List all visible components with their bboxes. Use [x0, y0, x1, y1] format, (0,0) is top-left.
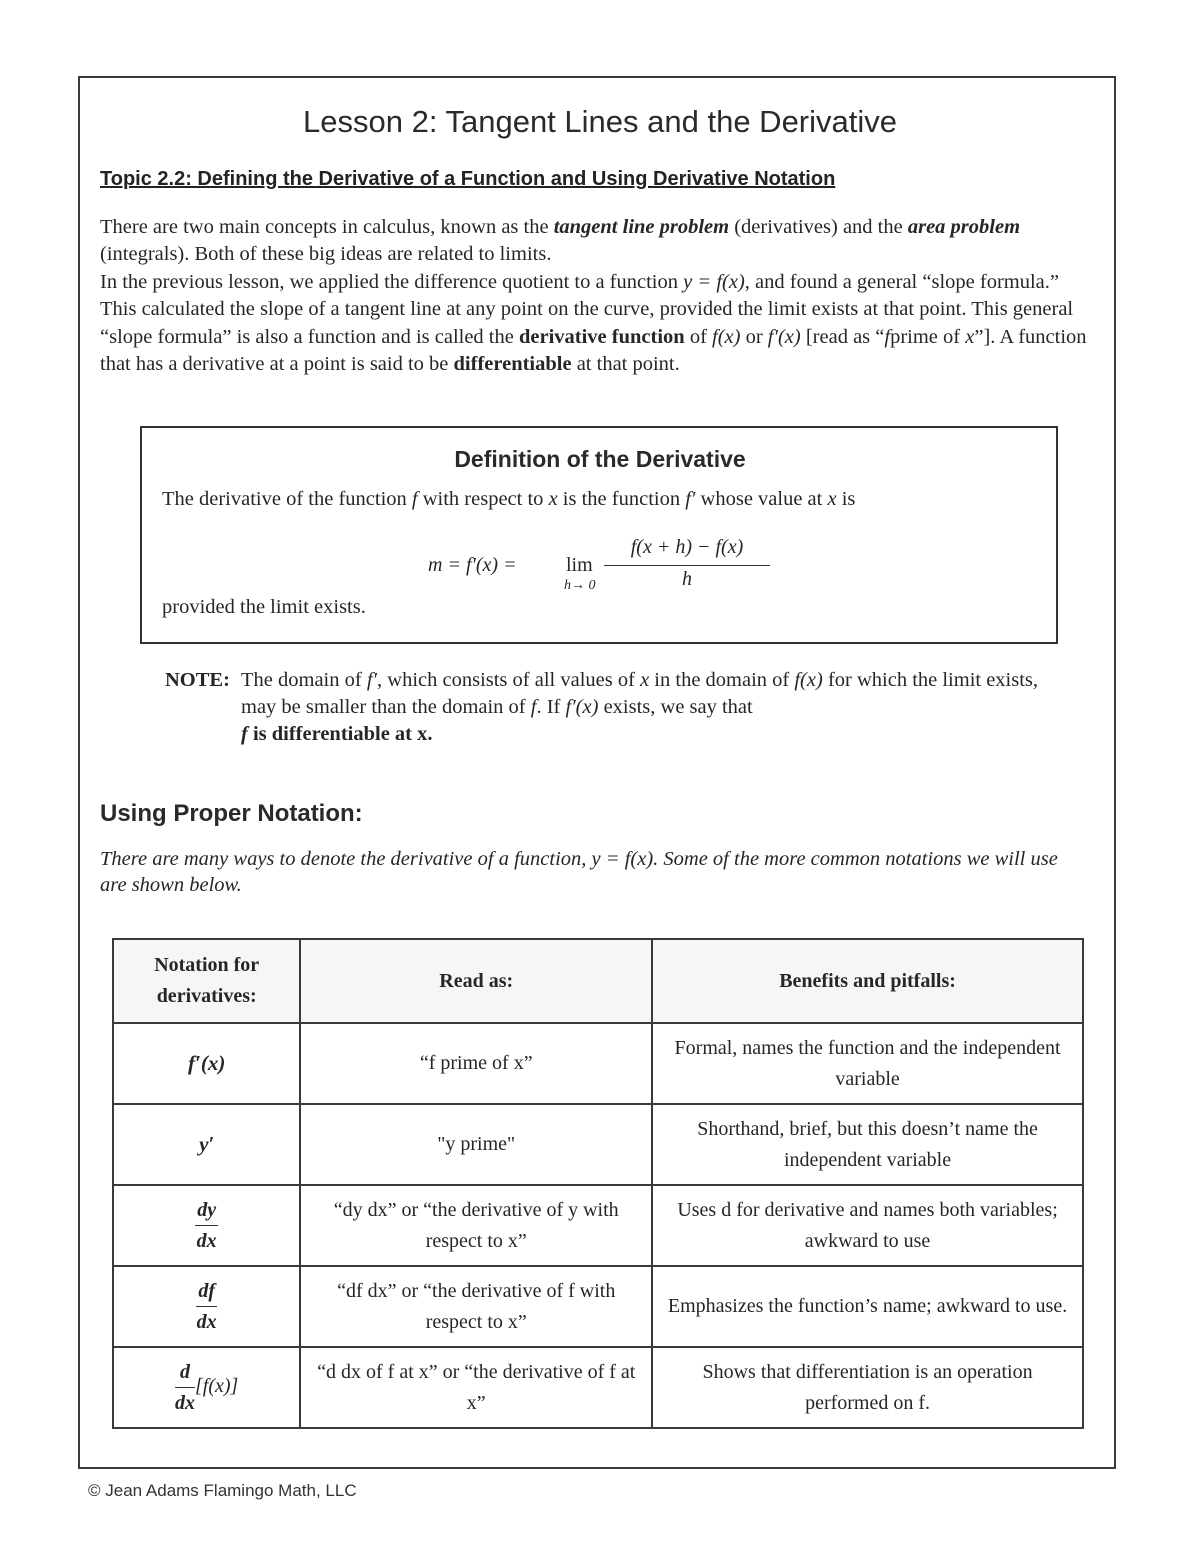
notation-cell: f′(x)	[187, 1050, 226, 1075]
benefit-cell: Shorthand, brief, but this doesn’t name the independent variable	[652, 1104, 1083, 1185]
benefit-cell: Uses d for derivative and names both variables; awkward to use	[652, 1185, 1083, 1266]
notation-fraction: $\frac{df}{dx}$	[196, 1277, 217, 1336]
notation-section-heading: Using Proper Notation:	[100, 800, 363, 827]
notation-fraction: $\frac{dy}{dx}$	[195, 1196, 218, 1255]
notation-fraction: $\frac{d}{dx}$	[175, 1358, 195, 1417]
topic-heading: Topic 2.2: Defining the Derivative of a Function and Using Derivative Notation	[100, 168, 836, 190]
notation-table	[112, 938, 1084, 1429]
intro-paragraph	[100, 214, 1095, 378]
lesson-title: Lesson 2: Tangent Lines and the Derivative	[303, 104, 897, 139]
definition-statement: The derivative of the function f with respect to x is the function f′ whose value at x is	[162, 488, 856, 510]
benefit-cell: Formal, names the function and the independent variable	[652, 1023, 1083, 1104]
table-row	[113, 1185, 1083, 1266]
note-text: The domain of f′, which consists of all values of x in the domain of f(x) for which the limit exists, may be smaller than the domain of f. If f′(x) exists, we say that f is differentiable at x.	[241, 669, 1039, 745]
formula-limit: lim	[566, 554, 593, 576]
formula-fraction-bar	[604, 565, 770, 566]
intro-line-2: In the previous lesson, we applied the difference quotient to a function y = f(x), and found a general “slope formula.” This calculated the slope of a tangent line at any point on the curve, provided the limit exists at that point. This general “slope formula” is also a function and is called the derivative function of f(x) or f′(x) [read as “fprime of x”]. A function that has a derivative at a point is said to be differentiable at that point.	[100, 270, 1087, 376]
table-header: Benefits and pitfalls:	[652, 939, 1083, 1023]
table-row	[113, 1266, 1083, 1347]
area-problem-term: area problem	[907, 216, 1021, 238]
tangent-line-problem-term: tangent line problem	[553, 216, 730, 238]
read-as-cell: “df dx” or “the derivative of f with respect to x”	[300, 1266, 652, 1347]
benefit-cell: Shows that differentiation is an operation performed on f.	[652, 1347, 1083, 1428]
read-as-cell: "y prime"	[300, 1104, 652, 1185]
table-row	[113, 1104, 1083, 1185]
table-row	[113, 1023, 1083, 1104]
table-header: Notation for derivatives:	[113, 939, 300, 1023]
table-header: Read as:	[300, 939, 652, 1023]
formula-lhs: m = f′(x) =	[428, 554, 517, 576]
notation-suffix: [f(x)]	[195, 1375, 239, 1398]
read-as-cell: “dy dx” or “the derivative of y with respect to x”	[300, 1185, 652, 1266]
derivative-function-term: derivative function	[518, 325, 685, 348]
formula-limit-subscript: h→ 0	[564, 578, 596, 593]
formula-denominator: h	[682, 568, 692, 590]
differentiable-term: differentiable	[453, 353, 572, 376]
table-header-row	[113, 939, 1083, 1023]
definition-title: Definition of the Derivative	[454, 446, 746, 472]
formula-numerator: f(x + h) − f(x)	[630, 536, 744, 558]
intro-line-1: There are two main concepts in calculus, known as the tangent line problem (derivatives) and the area problem (integrals). Both of these big ideas are related to limits.	[100, 216, 1021, 266]
benefit-cell: Emphasizes the function’s name; awkward to use.	[652, 1266, 1083, 1347]
copyright-footer: © Jean Adams Flamingo Math, LLC	[88, 1481, 357, 1500]
read-as-cell: “f prime of x”	[300, 1023, 652, 1104]
table-row	[113, 1347, 1083, 1428]
note-label: NOTE:	[165, 669, 230, 691]
notation-cell: y′	[199, 1131, 215, 1156]
notation-section-intro: There are many ways to denote the derivative of a function, y = f(x). Some of the more common notations we will use are shown below.	[100, 848, 1058, 896]
read-as-cell: “d dx of f at x” or “the derivative of f at x”	[300, 1347, 652, 1428]
definition-condition: provided the limit exists.	[162, 596, 366, 618]
